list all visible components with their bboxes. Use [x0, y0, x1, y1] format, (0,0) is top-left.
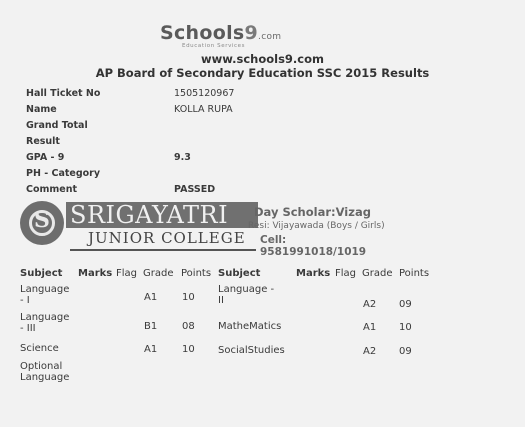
- info-row-gpa: [26, 150, 326, 166]
- grade-cell: A1: [144, 292, 158, 303]
- subject-cell: [20, 284, 69, 306]
- subject-line: Language: [20, 312, 70, 323]
- points-cell: 08: [182, 321, 195, 332]
- day-scholar-text: Day Scholar:Vizag: [254, 205, 371, 219]
- college-name: SRIGAYATRI: [70, 201, 229, 229]
- info-row-result: [26, 134, 326, 150]
- subject-cell: [20, 312, 69, 334]
- info-row-comment: [26, 182, 326, 198]
- header-grade: Grade: [143, 268, 174, 279]
- info-label: Comment: [26, 184, 78, 195]
- points-cell: 10: [399, 322, 412, 333]
- header-marks-2: Marks: [296, 268, 331, 279]
- subject-cell: Science: [20, 343, 59, 354]
- subject-line: Language: [20, 284, 70, 295]
- site-url: www.schools9.com: [200, 52, 324, 66]
- subject-line: Optional: [20, 361, 63, 372]
- info-label: Hall Ticket No: [26, 88, 101, 99]
- emblem-letter: S: [34, 207, 50, 233]
- candidate-info: [26, 86, 326, 198]
- logo-dotcom: .com: [258, 32, 282, 42]
- subject-line: - III: [20, 323, 36, 334]
- header-points: Points: [181, 268, 212, 279]
- points-cell: 10: [182, 344, 195, 355]
- schools9-logo: [160, 22, 281, 44]
- info-label: Name: [26, 104, 57, 115]
- board-title: AP Board of Secondary Education SSC 2015 Results: [95, 66, 430, 80]
- info-row-ph-category: [26, 166, 326, 182]
- grade-cell: A2: [363, 346, 377, 357]
- info-row-grand-total: [26, 118, 326, 134]
- logo-subtitle: Education Services: [182, 43, 246, 49]
- info-row-hall-ticket: [26, 86, 326, 102]
- info-row-name: [26, 102, 326, 118]
- residential-text: Resi: Vijayawada (Boys / Girls): [248, 221, 385, 231]
- grade-cell: B1: [144, 321, 158, 332]
- info-label: Grand Total: [26, 120, 88, 131]
- header-grade-2: Grade: [362, 268, 393, 279]
- logo-nine: 9: [244, 22, 259, 44]
- header-marks: Marks: [78, 268, 113, 279]
- grade-cell: A2: [363, 299, 377, 310]
- subject-cell: MatheMatics: [218, 321, 282, 332]
- cell-number: Cell: 9581991018/1019: [260, 234, 367, 258]
- points-cell: 09: [399, 346, 412, 357]
- info-label: Result: [26, 136, 60, 147]
- divider: [70, 249, 256, 251]
- header-flag: Flag: [116, 268, 138, 279]
- info-value: 9.3: [174, 152, 191, 163]
- subject-cell: [20, 361, 69, 383]
- info-value: KOLLA RUPA: [174, 104, 233, 115]
- header-subject-2: Subject: [218, 268, 261, 279]
- header-flag-2: Flag: [335, 268, 357, 279]
- college-ad-banner: [18, 199, 393, 258]
- info-value: 1505120967: [174, 88, 235, 99]
- grades-table: [0, 262, 525, 427]
- subject-line: Language -: [218, 284, 275, 295]
- points-cell: 09: [399, 299, 412, 310]
- subject-line: - I: [20, 295, 30, 306]
- subject-cell: SocialStudies: [218, 345, 285, 356]
- header-subject: Subject: [20, 268, 63, 279]
- subject-line: Language: [20, 372, 70, 383]
- info-value: PASSED: [174, 184, 216, 195]
- grade-cell: A1: [363, 322, 377, 333]
- grade-cell: A1: [144, 344, 158, 355]
- info-label: PH - Category: [26, 168, 101, 179]
- points-cell: 10: [182, 292, 195, 303]
- college-subtitle: JUNIOR COLLEGE: [88, 229, 246, 247]
- subject-line: II: [218, 295, 224, 306]
- info-label: GPA - 9: [26, 152, 65, 163]
- subject-cell: [218, 284, 274, 306]
- logo-text: Schools: [160, 22, 245, 44]
- header-points-2: Points: [399, 268, 430, 279]
